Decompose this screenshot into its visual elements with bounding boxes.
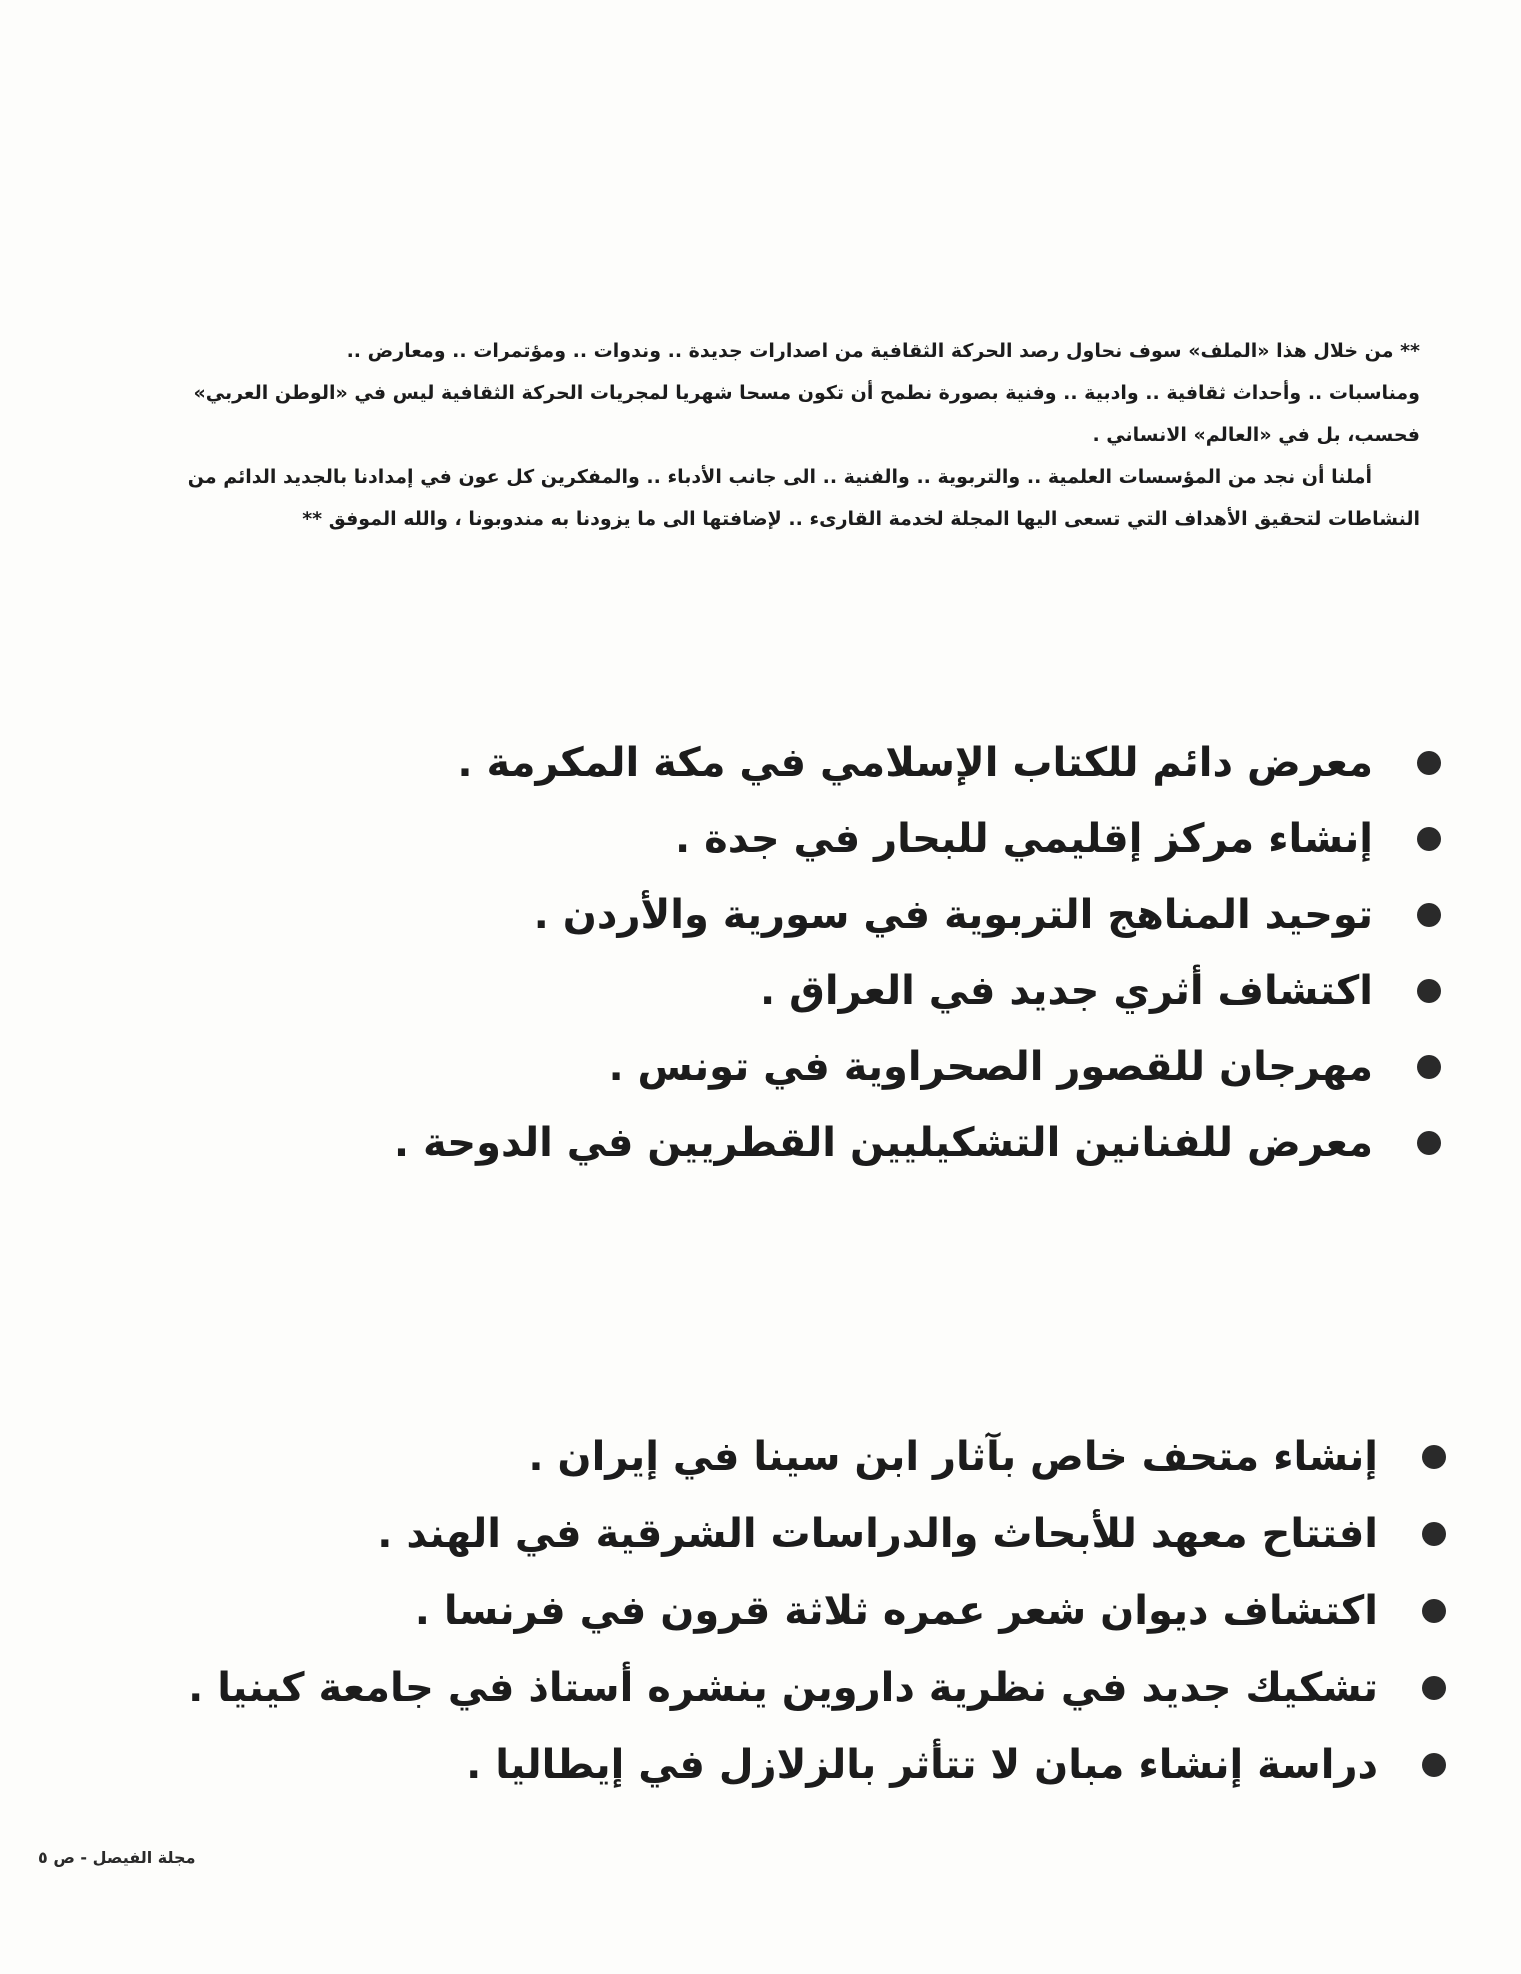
bullet-icon [1422, 1599, 1446, 1623]
bullet-icon [1417, 979, 1441, 1003]
bullet-icon [1417, 1131, 1441, 1155]
list-item [296, 1572, 1446, 1649]
list-item-text: اكتشاف ديوان شعر عمره ثلاثة قرون في فرنسا . [414, 1587, 1378, 1634]
list-item [296, 1726, 1446, 1803]
list-item [341, 953, 1441, 1029]
list-item-text: مهرجان للقصور الصحراوية في تونس . [608, 1044, 1373, 1090]
bullet-icon [1417, 751, 1441, 775]
page-footer: مجلة الفيصل - ص ٥ [38, 1848, 196, 1867]
intro-line: ومناسبات .. وأحداث ثقافية .. وادبية .. وفنية بصورة نطمح أن تكون مسحا شهريا لمجريات الحركة الثقافية ليس في «الوطن العربي» [193, 382, 1420, 404]
list-item [296, 1418, 1446, 1495]
list-item-text: معرض للفنانين التشكيليين القطريين في الدوحة . [393, 1120, 1373, 1166]
intro-line: أملنا أن نجد من المؤسسات العلمية .. والتربوية .. والفنية .. الى جانب الأدباء .. والمفكرين كل عون في إمدادنا بالجديد الدائم من [187, 466, 1372, 488]
bullet-icon [1417, 903, 1441, 927]
bullet-icon [1422, 1676, 1446, 1700]
list-item [341, 725, 1441, 801]
list-item-text: إنشاء متحف خاص بآثار ابن سينا في إيران . [528, 1433, 1378, 1480]
list-item [341, 801, 1441, 877]
list-item-text: اكتشاف أثري جديد في العراق . [760, 968, 1373, 1014]
intro-line: ** من خلال هذا «الملف» سوف نحاول رصد الحركة الثقافية من اصدارات جديدة .. وندوات .. ومؤتمرات .. ومعارض .. [346, 340, 1420, 362]
bullet-icon [1417, 1055, 1441, 1079]
list-item-text: معرض دائم للكتاب الإسلامي في مكة المكرمة . [457, 740, 1373, 786]
intro-line: النشاطات لتحقيق الأهداف التي تسعى اليها المجلة لخدمة القارىء .. لإضافتها الى ما يزودنا به مندوبونا ، والله الموفق ** [302, 508, 1420, 530]
bullet-icon [1417, 827, 1441, 851]
list-item-text: افتتاح معهد للأبحاث والدراسات الشرقية في الهند . [377, 1510, 1378, 1557]
bullet-icon [1422, 1445, 1446, 1469]
arab-news-list [341, 725, 1441, 1181]
list-item [341, 877, 1441, 953]
list-item-text: دراسة إنشاء مبان لا تتأثر بالزلازل في إيطاليا . [466, 1741, 1378, 1788]
bullet-icon [1422, 1522, 1446, 1546]
list-item-text: إنشاء مركز إقليمي للبحار في جدة . [674, 816, 1373, 862]
intro-line: فحسب، بل في «العالم» الانساني . [1092, 424, 1420, 446]
list-item-text: تشكيك جديد في نظرية داروين ينشره أستاذ في جامعة كينيا . [188, 1664, 1378, 1711]
bullet-icon [1422, 1753, 1446, 1777]
list-item-text: توحيد المناهج التربوية في سورية والأردن . [533, 892, 1373, 938]
list-item [341, 1105, 1441, 1181]
world-news-list [188, 1418, 1446, 1803]
list-item [296, 1495, 1446, 1572]
intro-paragraph [100, 330, 1420, 540]
list-item [188, 1649, 1446, 1726]
list-item [341, 1029, 1441, 1105]
